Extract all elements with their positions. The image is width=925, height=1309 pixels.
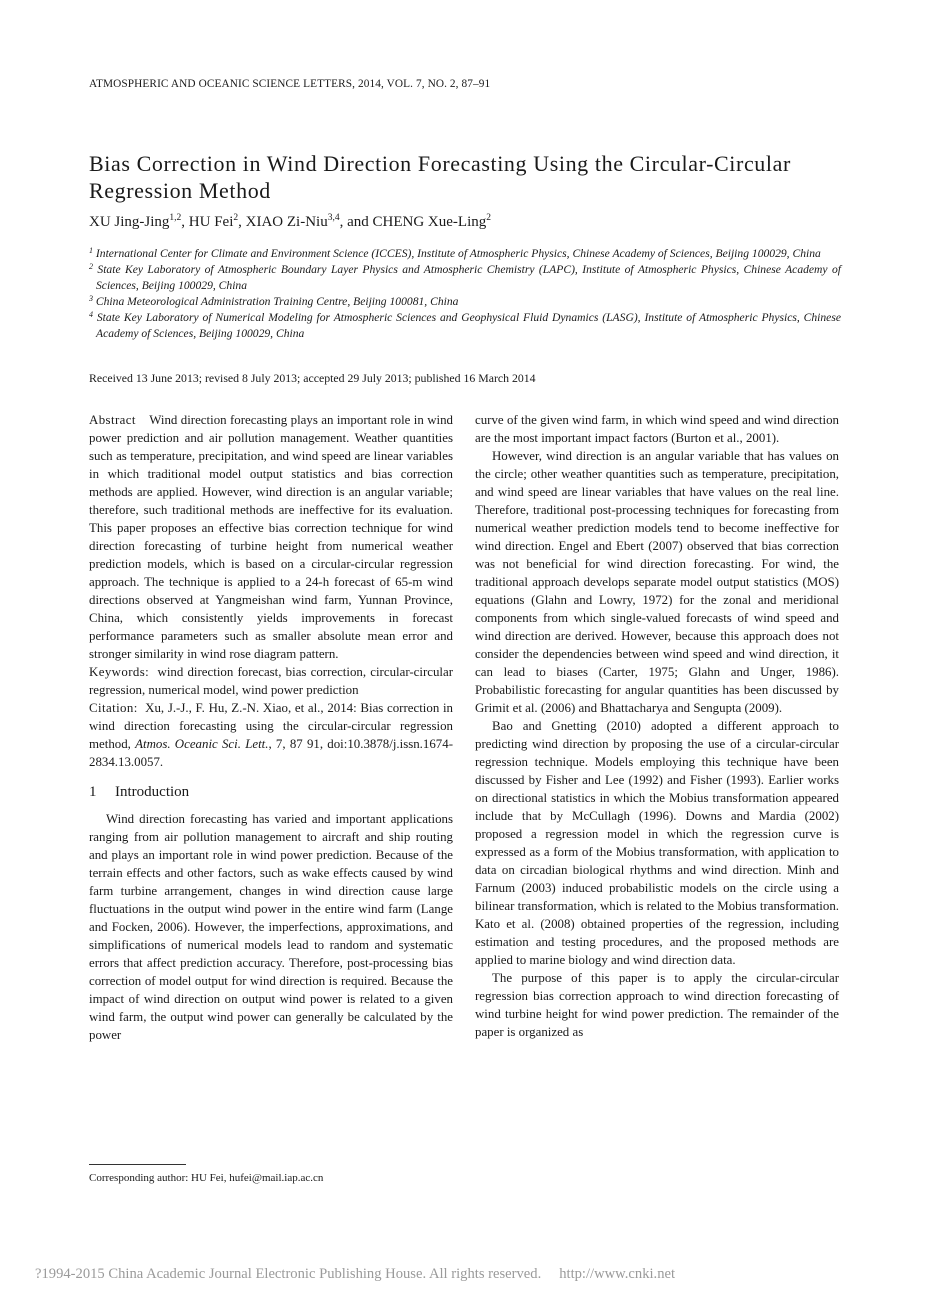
copyright-text: ?1994-2015 China Academic Journal Electronic Publishing House. All rights reserved. <box>35 1266 542 1282</box>
citation-label: Citation: <box>89 701 138 715</box>
received-dates: Received 13 June 2013; revised 8 July 2013; accepted 29 July 2013; published 16 March 2014 <box>89 371 536 385</box>
section-title: Introduction <box>115 784 190 800</box>
citation-text: Xu, J.-J., F. Hu, Z.-N. Xiao, et al., 2014: Bias correction in wind direction forecasting using the circular-circular regression method, <box>89 701 453 751</box>
affiliation-number: 2 <box>89 262 93 271</box>
intro-paragraph: Wind direction forecasting has varied and important applications ranging from air pollution management to aircraft and ship routing and plays an important role in wind power prediction. Because of the terrain effects and other factors, such as wake effects caused by wind farm turbine arrangement, changes in wind direction cause large fluctuations in the output wind power in the entire wind farm (Lange and Focken, 2006). However, the imperfections, approximations, and simplifications of numerical models lead to random and systematic errors that affect prediction accuracy. Therefore, post-processing bias correction of model output for wind direction is required. Because the impact of wind direction on output wind power is related to a given wind farm, the output wind power can generally be calculated by the power <box>89 812 453 1042</box>
author-separator: , <box>181 214 189 230</box>
footnote-divider <box>89 1164 186 1165</box>
affiliation-number: 4 <box>89 310 93 319</box>
author-affiliation-mark: 3,4 <box>327 213 340 223</box>
affiliation-number: 1 <box>89 246 93 255</box>
journal-header: ATMOSPHERIC AND OCEANIC SCIENCE LETTERS, 2014, VOL. 7, NO. 2, 87–91 <box>89 78 491 90</box>
abstract-text: Wind direction forecasting plays an important role in wind power prediction and air pollution management. Weather quantities such as temperature, precipitation, and wind speed are linear variables in which traditional model output statistics and bias correction methods are applied. However, wind direction is an angular variable; therefore, such traditional methods are ineffective for its evaluation. This paper proposes an effective bias correction technique for wind direction forecasting of turbine height from numerical weather prediction models, which is based on a circular-circular regression approach. The technique is applied to a 24-h forecast of 65-m wind directions observed at Yangmeishan wind farm, Yunnan Province, China, which consistently yields improvements in forecast performance parameters such as smaller absolute mean error and stronger similarity in wind rose diagram pattern. <box>89 413 453 661</box>
body-paragraph: Bao and Gnetting (2010) adopted a different approach to predicting wind direction by proposing the use of a circular-circular regression technique. Models employing this technique have been discussed by Fisher and Lee (1992) and Fisher (1993). Earlier works on directional statistics in which the Mobius transformation appeared include that by McCullagh (1996). Downs and Mardia (2002) proposed a regression model in which the regression curve is expressed as a form of the Mobius transformation, with application to data on circadian biological rhythms and wind direction. Minh and Farnum (2003) induced probabilistic models on the circle using a bilinear transformation, which is related to the Mobius transformation. Kato et al. (2008) obtained properties of the regression, including estimation and testing procedures, and the proposed methods are applied to marine biology and wind direction data. <box>475 719 839 967</box>
publisher-url[interactable]: http://www.cnki.net <box>559 1266 676 1282</box>
citation <box>89 699 453 771</box>
affiliation <box>89 246 841 262</box>
keywords-text: wind direction forecast, bias correction, circular-circular regression, numerical model, wind power prediction <box>89 665 453 697</box>
keywords <box>89 663 453 699</box>
copyright-notice <box>35 1266 675 1283</box>
affiliation-text: International Center for Climate and Environment Science (ICCES), Institute of Atmospheric Physics, Chinese Academy of Sciences, Beijing 100029, China <box>95 247 821 260</box>
author-name: XIAO Zi-Niu <box>245 214 328 230</box>
section-number: 1 <box>89 784 97 800</box>
affiliation-text: China Meteorological Administration Training Centre, Beijing 100081, China <box>95 295 459 308</box>
author-name: HU Fei <box>188 214 234 230</box>
left-column <box>89 411 453 1044</box>
citation-details: , 7, 87 91, doi:10.3878/j.issn.1674-2834.13.0057. <box>89 737 453 769</box>
corresponding-author-footnote: Corresponding author: HU Fei, hufei@mail.iap.ac.cn <box>89 1172 324 1184</box>
author-name: CHENG Xue-Ling <box>372 214 487 230</box>
affiliation-number: 3 <box>89 294 93 303</box>
citation-journal: Atmos. Oceanic Sci. Lett. <box>135 737 269 751</box>
affiliation-text: State Key Laboratory of Numerical Modeling for Atmospheric Sciences and Geophysical Fluid Dynamics (LASG), Institute of Atmospheric Physics, Chinese Academy of Sciences, Beijing 100029, China <box>96 311 841 340</box>
abstract <box>89 411 453 663</box>
body-paragraph: curve of the given wind farm, in which wind speed and wind direction are the most important impact factors (Burton et al., 2001). <box>475 413 839 445</box>
affiliation <box>89 262 841 294</box>
right-column <box>475 411 839 1041</box>
keywords-label: Keywords: <box>89 665 150 679</box>
abstract-label: Abstract <box>89 413 136 427</box>
affiliation <box>89 310 841 342</box>
body-paragraph: The purpose of this paper is to apply the circular-circular regression bias correction approach to wind direction forecasting of wind turbine height for wind power prediction. The remainder of the paper is organized as <box>475 971 839 1039</box>
author-affiliation-mark: 2 <box>233 213 239 223</box>
paper-title: Bias Correction in Wind Direction Forecasting Using the Circular-Circular Regression Method <box>89 151 791 203</box>
author-separator: , <box>238 214 246 230</box>
author-list <box>89 214 491 231</box>
affiliation-text: State Key Laboratory of Atmospheric Boundary Layer Physics and Atmospheric Chemistry (LAPC), Institute of Atmospheric Physics, Chinese Academy of Sciences, Beijing 100029, China <box>96 263 841 292</box>
author-affiliation-mark: 2 <box>486 213 491 223</box>
author-affiliation-mark: 1,2 <box>169 213 182 223</box>
author-name: XU Jing-Jing <box>89 214 170 230</box>
affiliation <box>89 294 841 310</box>
affiliation-list <box>89 246 841 342</box>
section-heading <box>89 783 453 801</box>
body-paragraph: However, wind direction is an angular variable that has values on the circle; other weather quantities such as temperature, precipitation, and wind speed are linear variables that have values on the real line. Therefore, traditional post-processing techniques for forecasting from numerical weather prediction models tend to become ineffective for wind direction. Engel and Ebert (2007) observed that bias correction was not beneficial for wind direction forecasting. For wind, the traditional approach develops separate model output statistics (MOS) equations (Glahn and Lowry, 1972) for the zonal and meridional components from which single-valued forecasts of wind speed and wind direction are derived. However, because this approach does not consider the dependencies between wind speed and wind direction, it can lead to biases (Carter, 1975; Glahn and Unger, 1986). Probabilistic forecasting for angular quantities has been discussed by Grimit et al. (2006) and Bhattacharya and Sengupta (2009). <box>475 449 839 715</box>
author-separator: , and <box>339 214 373 230</box>
